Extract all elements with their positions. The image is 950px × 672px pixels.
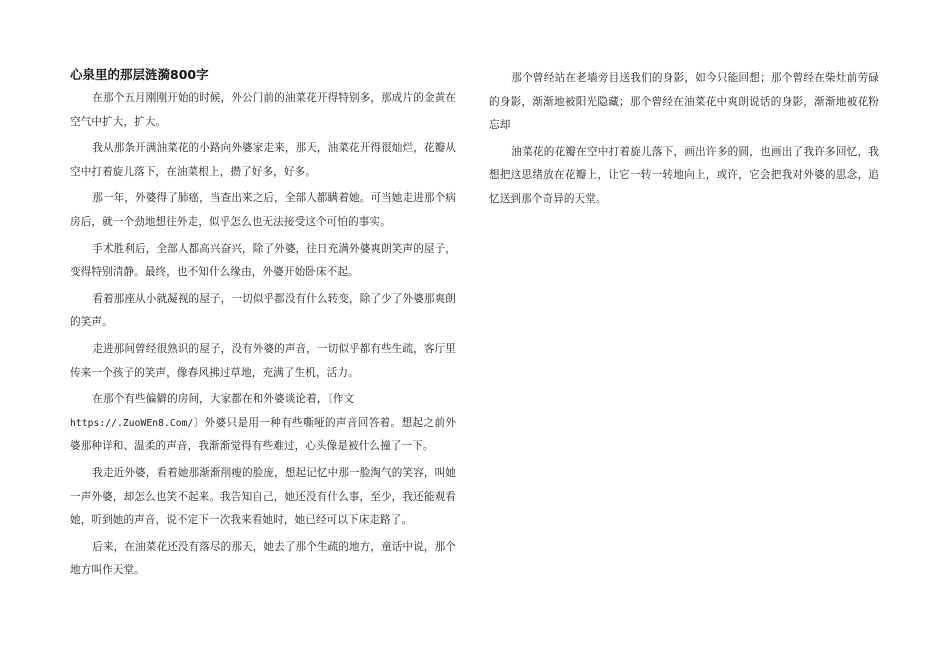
paragraph: 看着那座从小就凝视的屋子，一切似乎都没有什么转变，除了少了外婆那爽朗的笑声。: [70, 292, 456, 329]
paragraph: 在那个五月刚刚开始的时候，外公门前的油菜花开得特别多，那成片的金黄在空气中扩大，扩大。: [70, 92, 456, 128]
paragraph: 那个曾经站在老墙旁目送我们的身影，如今只能回想；那个曾经在柴灶前劳碌的身影，渐渐地被阳光隐藏；那个曾经在油菜花中爽朗说话的身影，渐渐地被花粉忘却: [489, 72, 879, 132]
paragraph-text: 在那个有些偏僻的房间，大家都在和外婆谈论着，〔作文: [92, 393, 355, 406]
paragraph: 油菜花的花瓣在空中打着旋儿落下，画出许多的圆，也画出了我许多回忆，我想把这思绪放在花瓣上，让它一转一转地向上，或许，它会把我对外婆的思念，追忆送到那个奇异的天堂。: [489, 145, 879, 205]
paragraph: 走进那间曾经很熟识的屋子，没有外婆的声音，一切似乎都有些生疏，客厅里传来一个孩子的笑声，像春风拂过草地，充满了生机，活力。: [70, 342, 456, 379]
paragraph: 我走近外婆，看着她那渐渐削瘦的脸庞，想起记忆中那一脸淘气的笑容，叫她一声外婆，却怎么也笑不起来。我告知自己，她还没有什么事，至少，我还能观看她，听到她的声音，说不定下一次我来看她时，她已经可以下床走路了。: [70, 466, 456, 527]
paragraph-text: 〕外婆只是用一种有些嘶哑的声音回答着。想起之前外婆那种详和、温柔的声音，我渐渐觉得有些难过，心头像是被什么撞了一下。: [70, 416, 456, 453]
paragraph: 我从那条开满油菜花的小路向外婆家走来，那天，油菜花开得很灿烂，花瓣从空中打着旋儿落下，在油菜根上，攒了好多，好多。: [70, 142, 456, 178]
paragraph: 后来，在油菜花还没有落尽的那天，她去了那个生疏的地方，童话中说，那个地方叫作天堂。: [70, 540, 456, 577]
right-column: [489, 67, 879, 215]
paragraph: 那一年，外婆得了肺癌，当查出来之后，全部人都瞒着她。可当她走进那个病房后，就一个劲地想往外走，似乎怎么也无法接受这个可怕的事实。: [70, 192, 456, 228]
left-column: [70, 66, 456, 586]
article-title: 心泉里的那层涟漪800字: [70, 67, 209, 82]
source-url-link[interactable]: https://.ZuoWEn8.Com/: [70, 417, 194, 429]
paragraph-with-link: [70, 388, 456, 459]
paragraph: 手术胜利后，全部人都高兴奋兴，除了外婆，往日充满外婆爽朗笑声的屋子，变得特别清静。最终，也不知什么缘由，外婆开始卧床不起。: [70, 242, 456, 279]
